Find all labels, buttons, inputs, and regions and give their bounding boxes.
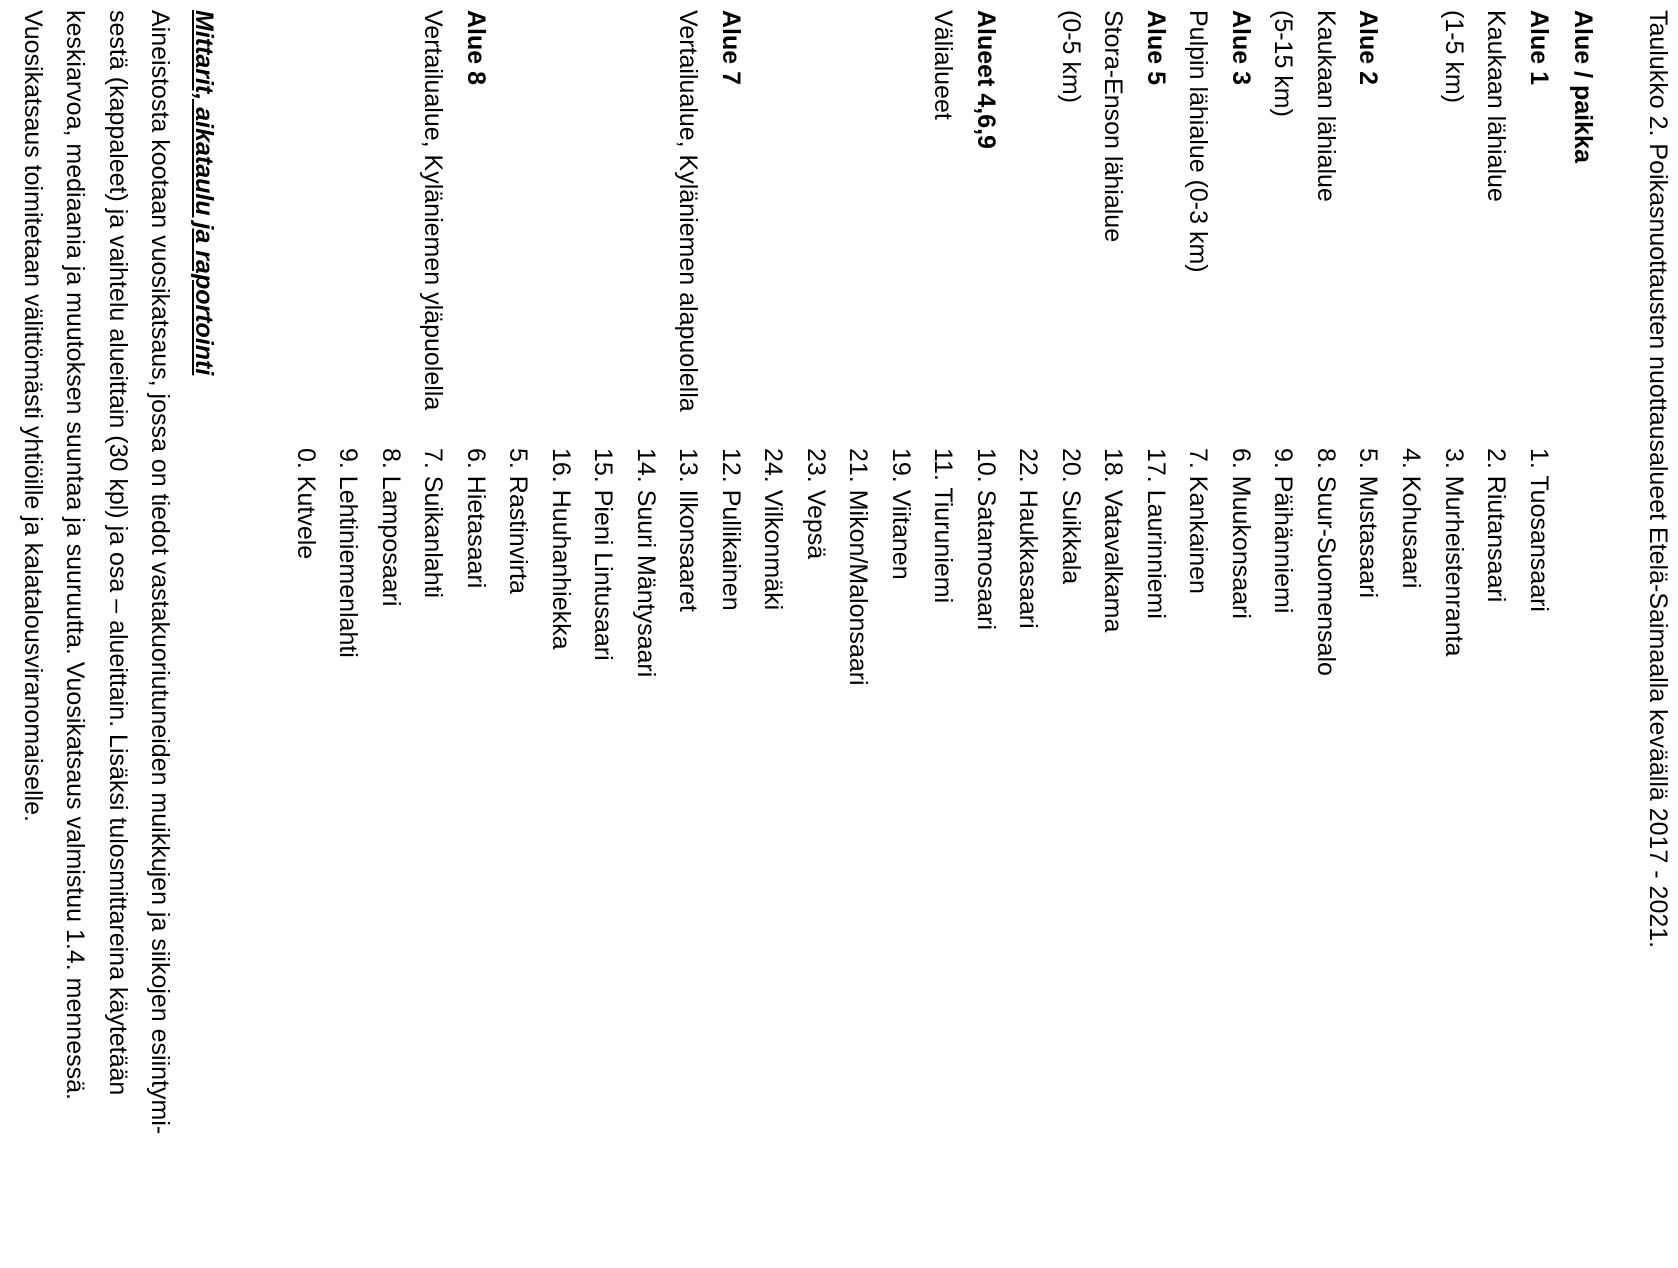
site-label: 9. Päihänniemi [1269,448,1297,614]
site-label: 13. Ilkonsaaret [674,448,702,612]
area-label: Alueet 4,6,9 [972,10,1000,149]
site-label: 6. Muukonsaari [1227,448,1255,619]
site-label: 3. Murheistenranta [1440,448,1468,657]
site-label: 4. Kohusaari [1397,448,1425,589]
area-label: Alue 2 [1354,10,1382,86]
site-label: 22. Haukkasaari [1014,448,1042,629]
section-heading: Mittarit, aikataulu ja raportointi [190,10,218,376]
area-label: Kaukaan lähialue [1482,10,1510,202]
site-label: 1. Tuosansaari [1525,448,1553,612]
site-label: 24. Vilkonmäki [759,448,787,611]
area-label: Alue 5 [1142,10,1170,86]
area-label: Stora-Enson lähialue [1099,10,1127,243]
area-label: Kaukaan lähialue [1312,10,1340,202]
area-label: Pulpin lähialue (0-3 km) [1184,10,1212,273]
area-label: Alue 7 [717,10,745,86]
paragraph-line: Vuosikatsaus toimitetaan välittömästi yhtiöille ja kalatalousviranomaiselle. [19,10,47,822]
table-caption: Taulukko 2. Poikasnuottausten nuottausalueet Etelä-Saimaalla keväällä 2017 - 2021. [1644,10,1672,949]
paragraph-line: sestä (kappaleet) ja vaihtelu alueittain (30 kpl) ja osa – alueittain. Lisäksi tulosmittareina käytetään [104,10,132,1096]
site-label: 17. Laurinniemi [1142,448,1170,619]
area-label: Alue 3 [1227,10,1255,86]
site-label: 11. Tiuruniemi [929,448,957,604]
area-label: Vertailualue, Kyläniemen yläpuolella [419,10,447,411]
area-label: (1-5 km) [1440,10,1468,104]
site-label: 10. Satamosaari [972,448,1000,631]
site-label: 14. Suuri Mäntysaari [632,448,660,678]
site-label: 21. Mikon/Malonsaari [844,448,872,686]
site-label: 9. Lehtiniemenlahti [334,448,362,658]
site-label: 8. Lamposaari [377,448,405,607]
table-header: Alue / paikka [1569,10,1597,163]
paragraph-line: Aineistosta kootaan vuosikatsaus, jossa on tiedot vastakuoriutuneiden muikkujen ja siikojen esiintymi- [146,10,174,1135]
site-label: 15. Pieni Lintusaari [589,448,617,661]
area-label: Välialueet [929,10,957,120]
site-label: 8. Suur-Suomensalo [1312,448,1340,676]
paragraph-line: keskiarvoa, mediaania ja muutoksen suuntaa ja suuruutta. Vuosikatsaus valmistuu 1.4. mennessä. [61,10,89,1100]
site-label: 7. Kankainen [1184,448,1212,594]
site-label: 18. Vatavalkama [1099,448,1127,633]
site-label: 5. Rastinvirta [504,448,532,594]
site-label: 20. Suikkala [1057,448,1085,585]
site-label: 12. Pullikainen [717,448,745,611]
site-label: 23. Vepsä [802,448,830,560]
site-label: 19. Viitanen [887,448,915,580]
site-label: 5. Mustasaari [1354,448,1382,599]
area-label: Alue 1 [1525,10,1553,86]
site-label: 16. Huuhanhiekka [547,448,575,650]
site-label: 2. Riutansaari [1482,448,1510,603]
area-label: (0-5 km) [1057,10,1085,104]
site-label: 0. Kutvele [292,448,320,560]
site-label: 7. Suikanlahti [419,448,447,599]
area-label: Alue 8 [462,10,490,86]
area-label: (5-15 km) [1269,10,1297,117]
site-label: 6. Hietasaari [462,448,490,589]
area-label: Vertailualue, Kyläniemen alapuolella [674,10,702,412]
